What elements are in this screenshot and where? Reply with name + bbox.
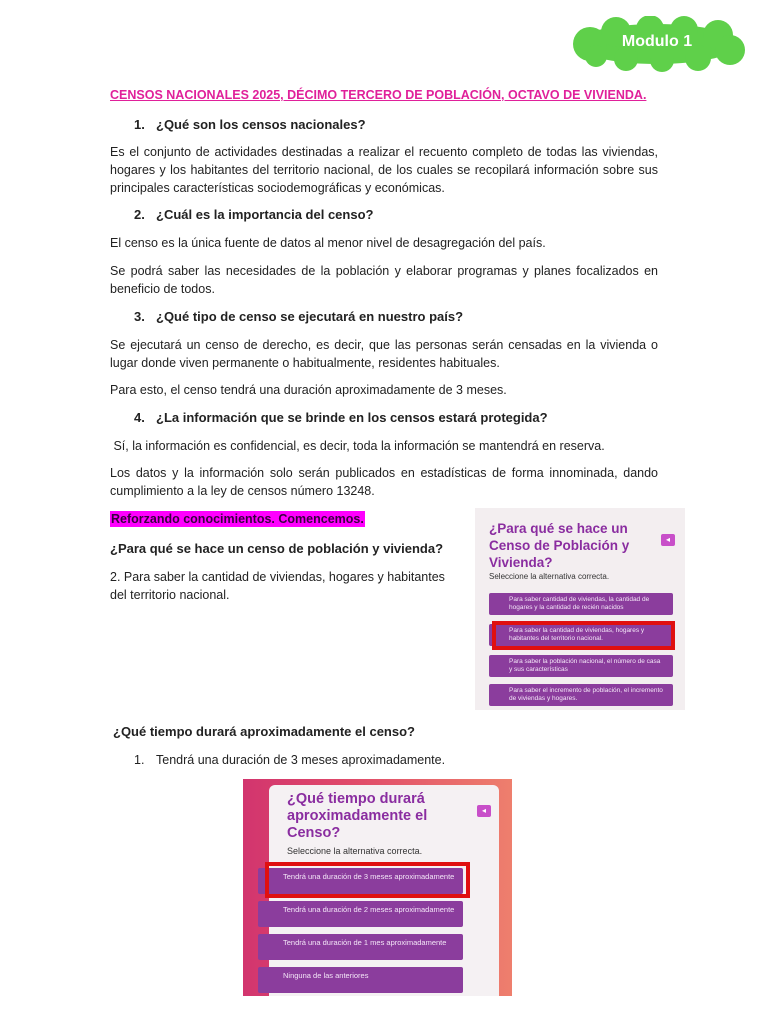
section-number: 1.: [134, 117, 145, 132]
paragraph: Sí, la información es confidencial, es decir, toda la información se mantendrá en reserva.: [110, 439, 605, 453]
quiz-card-instruction: Seleccione la alternativa correcta.: [489, 572, 610, 581]
paragraph: Para esto, el censo tendrá una duración aproximadamente de 3 meses.: [110, 383, 507, 397]
section-question: ¿Qué tipo de censo se ejecutará en nuestro país?: [156, 309, 464, 324]
quiz-option[interactable]: Tendrá una duración de 3 meses aproximadamente: [258, 868, 463, 894]
quiz-question: ¿Para qué se hace un censo de población y vivienda?: [110, 541, 444, 556]
quiz-answer: [134, 751, 445, 769]
section-heading: [134, 309, 463, 324]
quiz-card-census-purpose: [475, 508, 685, 710]
paragraph: El censo es la única fuente de datos al menor nivel de desagregación del país.: [110, 236, 546, 250]
quiz-option[interactable]: Ninguna de las anteriores: [258, 967, 463, 993]
selected-answer-marker: [492, 621, 675, 650]
selected-answer-marker: [265, 862, 470, 898]
section-number: 4.: [134, 410, 145, 425]
audio-icon[interactable]: ◂: [661, 534, 675, 546]
answer-text: Tendrá una duración de 3 meses aproximadamente.: [156, 753, 446, 767]
quiz-answer: 2. Para saber la cantidad de viviendas, hogares y habitantes del territorio nacional.: [110, 570, 445, 602]
section-question: ¿Cuál es la importancia del censo?: [156, 207, 374, 222]
quiz-option[interactable]: Tendrá una duración de 1 mes aproximadamente: [258, 934, 463, 960]
quiz-option[interactable]: Para saber la cantidad de viviendas, hogares y habitantes del territorio nacional.: [489, 624, 673, 646]
paragraph: Es el conjunto de actividades destinadas a realizar el recuento completo de todas las viviendas, hogares y los habitantes del territorio nacional, de los cuales se recopilará información sobre sus principales características sociodemográficas y económicas.: [110, 145, 658, 195]
section-number: 2.: [134, 207, 145, 222]
audio-icon[interactable]: ◂: [477, 805, 491, 817]
module-label: Modulo 1: [621, 33, 693, 50]
paragraph: Los datos y la información solo serán publicados en estadísticas de forma innominada, dando cumplimiento a la ley de censos número 13248.: [110, 466, 658, 498]
highlighted-heading: Reforzando conocimientos. Comencemos.: [111, 512, 364, 526]
paragraph: Se podrá saber las necesidades de la población y elaborar programas y planes focalizados en beneficio de todos.: [110, 264, 658, 296]
quiz-question: ¿Qué tiempo durará aproximadamente el censo?: [113, 724, 415, 739]
paragraph: Se ejecutará un censo de derecho, es decir, que las personas serán censadas en la vivienda o lugar donde viven permanente o habitualmente, residentes habituales.: [110, 338, 658, 370]
quiz-option[interactable]: Para saber cantidad de viviendas, la cantidad de hogares y la cantidad de recién nacidos: [489, 593, 673, 615]
answer-number: 1.: [134, 753, 145, 767]
quiz-option[interactable]: Tendrá una duración de 2 meses aproximadamente: [258, 901, 463, 927]
document-title: CENSOS NACIONALES 2025, DÉCIMO TERCERO DE POBLACIÓN, OCTAVO DE VIVIENDA.: [110, 88, 647, 102]
section-number: 3.: [134, 309, 145, 324]
quiz-card-title: ¿Qué tiempo durará aproximadamente el Censo?: [287, 791, 428, 841]
quiz-option[interactable]: Para saber el incremento de población, el incremento de viviendas y hogares.: [489, 684, 673, 706]
section-heading: [134, 207, 373, 222]
section-heading: [134, 410, 548, 425]
section-question: ¿Qué son los censos nacionales?: [156, 117, 366, 132]
quiz-card-instruction: Seleccione la alternativa correcta.: [287, 846, 423, 856]
module-badge: [566, 16, 748, 72]
section-question: ¿La información que se brinde en los censos estará protegida?: [156, 410, 548, 425]
quiz-card-census-duration: [243, 779, 512, 996]
section-heading: [134, 117, 366, 132]
quiz-card-title: ¿Para qué se hace un Censo de Población y Vivienda?: [489, 521, 630, 570]
quiz-option[interactable]: Para saber la población nacional, el número de casa y sus características: [489, 655, 673, 677]
